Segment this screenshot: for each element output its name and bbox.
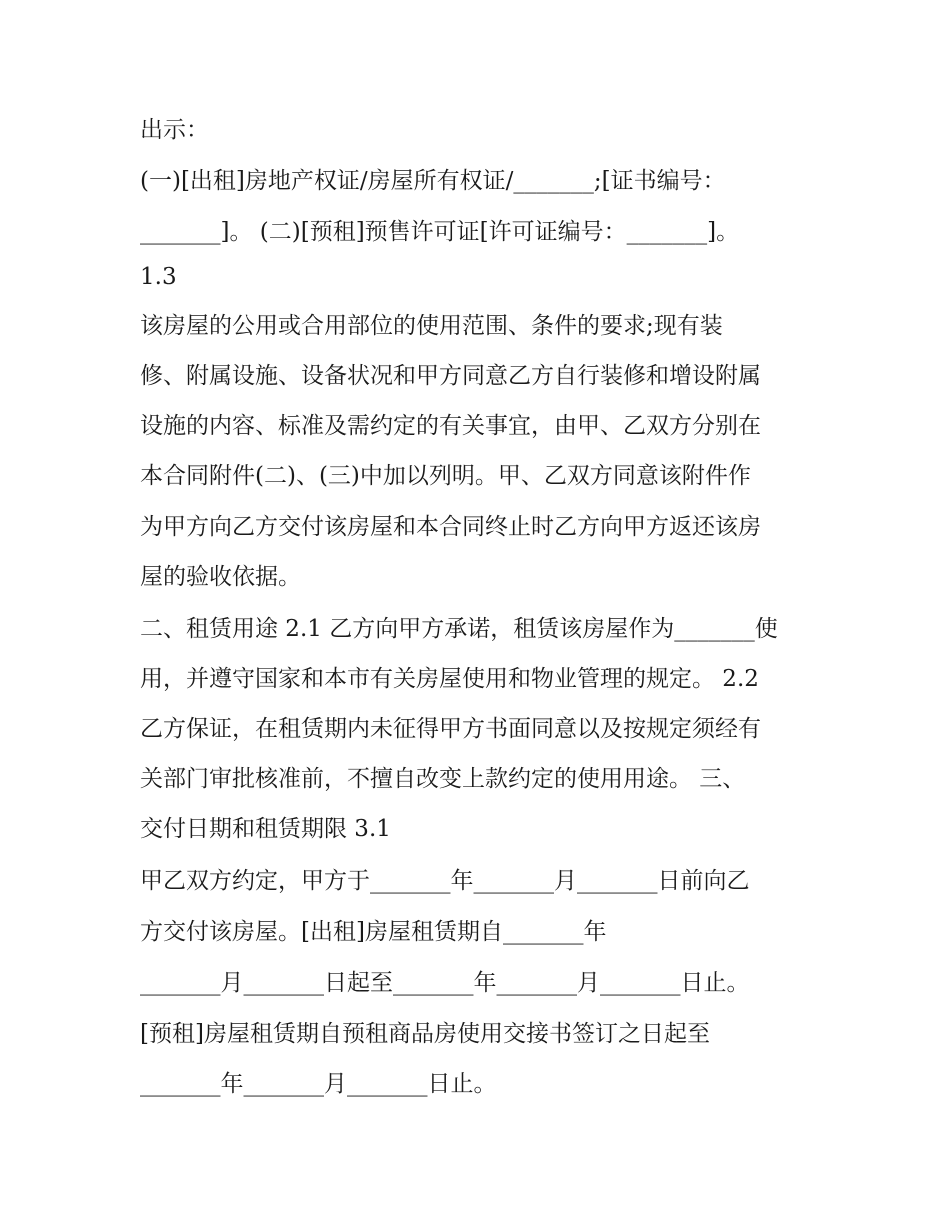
text-line: 关部门审批核准前，不擅自改变上款约定的使用用途。 三、 [140, 766, 746, 792]
text-line: _______]。 (二)[预租]预售许可证[许可证编号：_______]。 [140, 219, 740, 245]
text-line: 出示： [140, 117, 209, 143]
text-line: _______年_______月_______日止。 [140, 1071, 497, 1097]
text-line: 该房屋的公用或合用部位的使用范围、条件的要求;现有装 [140, 313, 723, 339]
text-line: 甲乙双方约定，甲方于_______年_______月_______日前向乙 [140, 868, 750, 894]
text-line: (一)[出租]房地产权证/房屋所有权证/_______;[证书编号： [140, 168, 726, 194]
text-line: 用，并遵守国家和本市有关房屋使用和物业管理的规定。 2.2 [140, 666, 759, 692]
text-line: 为甲方向乙方交付该房屋和本合同终止时乙方向甲方返还该房 [140, 514, 761, 540]
text-line: 屋的验收依据。 [140, 564, 301, 590]
text-line: 修、附属设施、设备状况和甲方同意乙方自行装修和增设附属 [140, 363, 761, 389]
text-line: 本合同附件(二)、(三)中加以列明。甲、乙双方同意该附件作 [140, 463, 751, 489]
text-line: 乙方保证，在租赁期内未征得甲方书面同意以及按规定须经有 [140, 716, 761, 742]
text-line: 设施的内容、标准及需约定的有关事宜，由甲、乙双方分别在 [140, 413, 761, 439]
text-line: 方交付该房屋。[出租]房屋租赁期自_______年 [140, 919, 607, 945]
text-line: _______月_______日起至_______年_______月_______日止。 [140, 970, 750, 996]
text-line: 二、租赁用途 2.1 乙方向甲方承诺，租赁该房屋作为_______使 [140, 616, 778, 642]
text-line: 交付日期和租赁期限 3.1 [140, 816, 391, 842]
text-line: 1.3 [140, 264, 177, 290]
text-line: [预租]房屋租赁期自预租商品房使用交接书签订之日起至 [140, 1021, 710, 1047]
